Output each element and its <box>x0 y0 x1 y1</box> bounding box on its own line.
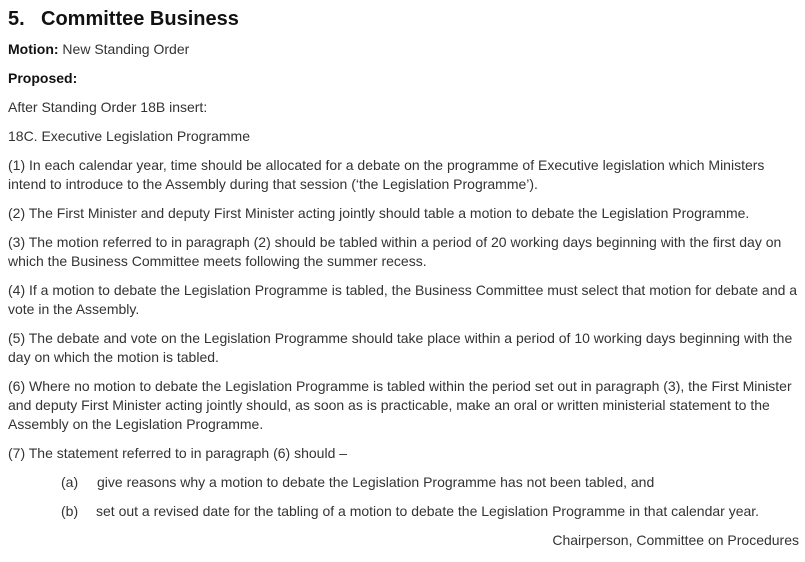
proposed-line <box>8 69 799 88</box>
proposed-label: Proposed: <box>8 70 78 86</box>
section-heading <box>8 7 239 31</box>
motion-line <box>8 40 799 59</box>
paragraph-7: (7) The statement referred to in paragraph (6) should – <box>8 445 348 461</box>
paragraph-4: (4) If a motion to debate the Legislation Programme is tabled, the Business Committee must select that motion for debate and a vote in the Assembly. <box>8 282 798 317</box>
list-item-b <box>8 502 799 521</box>
list-text-b: set out a revised date for the tabling of a motion to debate the Legislation Programme in that calendar year. <box>96 503 760 519</box>
paragraph-1: (1) In each calendar year, time should be allocated for a debate on the programme of Executive legislation which Ministers intend to introduce to the Assembly during that session (‘the Legislation Programme’). <box>8 157 765 192</box>
list-marker-b: (b) <box>61 503 79 519</box>
signature: Chairperson, Committee on Procedures <box>552 532 799 548</box>
paragraph-3: (3) The motion referred to in paragraph (2) should be tabled within a period of 20 working days beginning with the first day on which the Business Committee meets following the summer recess. <box>8 234 782 269</box>
section-number: 5. <box>8 8 25 30</box>
motion-text: New Standing Order <box>58 41 190 57</box>
section-title: Committee Business <box>41 8 239 30</box>
paragraph-5: (5) The debate and vote on the Legislation Programme should take place within a period of 10 working days beginning with the day on which the motion is tabled. <box>8 330 793 365</box>
list-marker-a: (a) <box>61 474 79 490</box>
list-text-a: give reasons why a motion to debate the Legislation Programme has not been tabled, and <box>97 474 655 490</box>
intro-text: After Standing Order 18B insert: <box>8 99 208 115</box>
paragraph-6: (6) Where no motion to debate the Legislation Programme is tabled within the period set out in paragraph (3), the First Minister and deputy First Minister acting jointly should, as soon as is practicable, make an oral or written ministerial statement to the Assembly on the Legislation Programme. <box>8 378 792 432</box>
order-heading: 18C. Executive Legislation Programme <box>8 128 251 144</box>
document-body <box>8 40 799 550</box>
motion-label: Motion: <box>8 41 59 57</box>
paragraph-2: (2) The First Minister and deputy First Minister acting jointly should table a motion to debate the Legislation Programme. <box>8 205 750 221</box>
list-item-a <box>8 473 799 492</box>
